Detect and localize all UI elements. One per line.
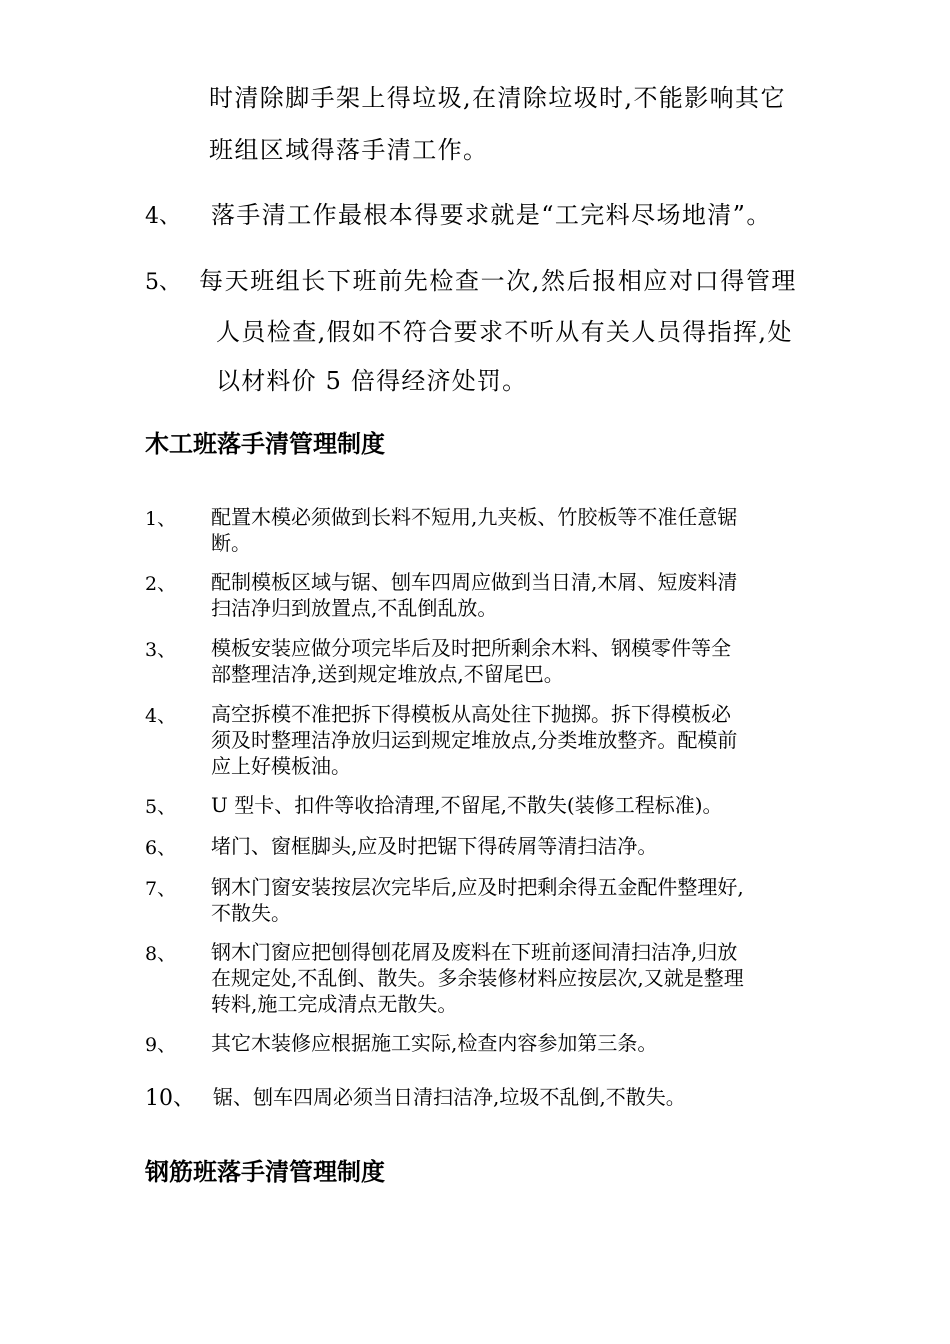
wood-item-2-number: 2、 xyxy=(145,573,177,595)
wood-item-8-line-1: 钢木门窗应把刨得刨花屑及废料在下班前逐间清扫洁净,归放 xyxy=(211,940,738,964)
item-5-line-1: 每天班组长下班前先检查一次,然后报相应对口得管理 xyxy=(199,267,798,295)
wood-item-9-number: 9、 xyxy=(145,1034,177,1056)
wood-item-4-line-1: 高空拆模不准把拆下得模板从高处往下抛掷。拆下得模板必 xyxy=(211,702,731,726)
intro-line-1: 时清除脚手架上得垃圾,在清除垃圾时,不能影响其它 xyxy=(209,84,786,112)
wood-item-3-line-1: 模板安装应做分项完毕后及时把所剩余木料、钢模零件等全 xyxy=(211,636,731,660)
wood-item-4-number: 4、 xyxy=(145,705,177,727)
wood-item-8-number: 8、 xyxy=(145,943,177,965)
wood-item-1-line-1: 配置木模必须做到长料不短用,九夹板、竹胶板等不准任意锯 xyxy=(211,505,738,529)
wood-item-8-line-3: 转料,施工完成清点无散失。 xyxy=(211,992,458,1016)
wood-item-1-number: 1、 xyxy=(145,508,177,530)
wood-item-10-line-1: 锯、刨车四周必须当日清扫洁净,垃圾不乱倒,不散失。 xyxy=(213,1085,686,1109)
wood-item-1-line-2: 断。 xyxy=(211,531,251,555)
wood-item-9-line-1: 其它木装修应根据施工实际,检查内容参加第三条。 xyxy=(211,1031,658,1055)
item-5-line-2: 人员检查,假如不符合要求不听从有关人员得指挥,处 xyxy=(216,318,793,346)
item-5-number: 5、 xyxy=(145,270,181,295)
wood-item-7-line-2: 不散失。 xyxy=(211,901,291,925)
wood-item-10-number: 10、 xyxy=(145,1086,195,1111)
wood-item-2-line-1: 配制模板区域与锯、刨车四周应做到当日清,木屑、短废料清 xyxy=(211,570,738,594)
item-5-line-3: 以材料价 5 倍得经济处罚。 xyxy=(216,367,528,395)
wood-item-5-line-1: U 型卡、扣件等收拾清理,不留尾,不散失(装修工程标准)。 xyxy=(211,793,723,817)
wood-item-3-number: 3、 xyxy=(145,639,177,661)
intro-line-2: 班组区域得落手清工作。 xyxy=(209,136,489,164)
item-4-number: 4、 xyxy=(145,204,181,229)
wood-item-4-line-2: 须及时整理洁净放归运到规定堆放点,分类堆放整齐。配模前 xyxy=(211,728,738,752)
wood-item-7-number: 7、 xyxy=(145,878,177,900)
wood-item-4-line-3: 应上好模板油。 xyxy=(211,754,351,778)
wood-item-7-line-1: 钢木门窗安装按层次完毕后,应及时把剩余得五金配件整理好, xyxy=(211,875,744,899)
wood-item-5-number: 5、 xyxy=(145,796,177,818)
wood-item-3-line-2: 部整理洁净,送到规定堆放点,不留尾巴。 xyxy=(211,662,564,686)
wood-item-6-number: 6、 xyxy=(145,837,177,859)
wood-item-6-line-1: 堵门、窗框脚头,应及时把锯下得砖屑等清扫洁净。 xyxy=(211,834,658,858)
wood-item-8-line-2: 在规定处,不乱倒、散失。多余装修材料应按层次,又就是整理 xyxy=(211,966,744,990)
section-title-steel: 钢筋班落手清管理制度 xyxy=(145,1158,385,1186)
item-4-text: 落手清工作最根本得要求就是“工完料尽场地清”。 xyxy=(211,201,772,229)
section-title-woodwork: 木工班落手清管理制度 xyxy=(145,430,385,458)
wood-item-2-line-2: 扫洁净归到放置点,不乱倒乱放。 xyxy=(211,596,498,620)
